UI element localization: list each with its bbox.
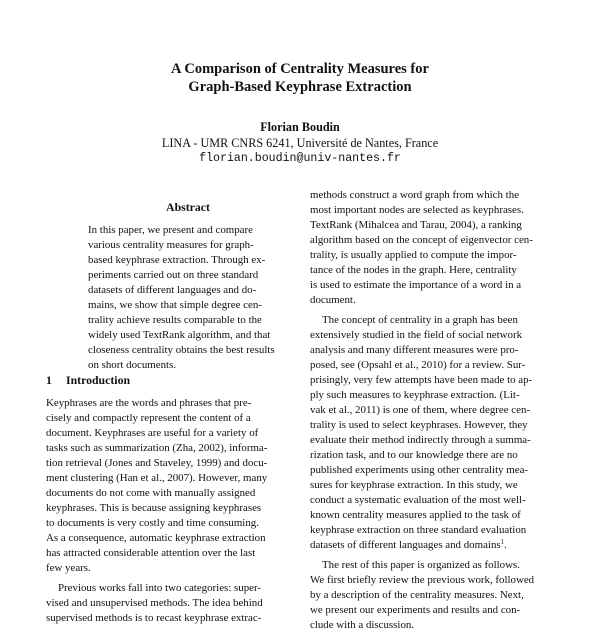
intro-paragraph-1 xyxy=(46,396,294,576)
sentence-end: . xyxy=(504,539,507,551)
abstract-line: trality achieve results comparable to the xyxy=(88,314,262,326)
intro-paragraph-2 xyxy=(46,581,294,626)
title-line-2: Graph-Based Keyphrase Extraction xyxy=(188,79,412,95)
text-line: document. Keyphrases are useful for a variety of xyxy=(46,427,259,439)
text-fragment: datasets of different languages and domains xyxy=(310,539,501,551)
text-line: methods construct a word graph from which the xyxy=(310,189,519,201)
section-number: 1 xyxy=(46,373,52,387)
text-line: As a consequence, automatic keyphrase extraction xyxy=(46,532,266,544)
abstract-body xyxy=(88,223,288,373)
text-line: by a description of the centrality measures. Next, xyxy=(310,589,524,601)
author-affiliation: LINA - UMR CNRS 6241, Université de Nantes, France xyxy=(161,135,439,150)
text-line: TextRank (Mihalcea and Tarau, 2004), a ranking xyxy=(310,219,522,231)
left-column-body xyxy=(46,396,294,626)
title-line-1: A Comparison of Centrality Measures for xyxy=(171,61,429,77)
text-line-with-footnote xyxy=(310,538,558,553)
section-title: Introduction xyxy=(66,373,131,387)
text-line: cisely and compactly represent the content of a xyxy=(46,412,251,424)
text-line: most important nodes are selected as keyphrases. xyxy=(310,204,524,216)
author-name: Florian Boudin xyxy=(260,120,340,134)
paper-title xyxy=(0,60,600,96)
text-line: tasks such as summarization (Zha, 2002), informa- xyxy=(46,442,268,454)
text-line: trality is used to select keyphrases. However, they xyxy=(310,419,528,431)
text-line: vised and unsupervised methods. The idea behind xyxy=(46,597,263,609)
text-line: posed, see (Opsahl et al., 2010) for a review. Sur- xyxy=(310,359,526,371)
text-line: document. xyxy=(310,294,356,306)
text-line: Keyphrases are the words and phrases that pre- xyxy=(46,397,252,409)
centrality-paragraph xyxy=(310,313,558,553)
text-line: conduct a systematic evaluation of the most well- xyxy=(310,494,526,506)
abstract-line: datasets of different languages and do- xyxy=(88,284,257,296)
text-line: tance of the nodes in the graph. Here, centrality xyxy=(310,264,517,276)
text-line: few years. xyxy=(46,562,91,574)
organization-paragraph xyxy=(310,558,558,633)
text-line: sures for keyphrase extraction. In this study, we xyxy=(310,479,518,491)
text-line: tion retrieval (Jones and Staveley, 1999) and docu- xyxy=(46,457,268,469)
text-line: extensively studied in the field of social network xyxy=(310,329,523,341)
text-line: has attracted considerable attention over the last xyxy=(46,547,256,559)
abstract-line: mains, we show that simple degree cen- xyxy=(88,299,262,311)
abstract-line: widely used TextRank algorithm, and that xyxy=(88,329,271,341)
text-line: is used to estimate the importance of a word in a xyxy=(310,279,522,291)
author-block xyxy=(0,120,600,167)
text-line: ply such measures to keyphrase extraction. (Lit- xyxy=(310,389,520,401)
section-heading-introduction xyxy=(46,373,130,388)
text-line: analysis and many different measures were pro- xyxy=(310,344,519,356)
text-line: vak et al., 2011) is one of them, where degree cen- xyxy=(310,404,531,416)
text-line: trality, is usually applied to compute the impor- xyxy=(310,249,517,261)
text-line: to documents is very costly and time consuming. xyxy=(46,517,259,529)
text-line: prisingly, very few attempts have been made to ap- xyxy=(310,374,533,386)
text-line: keyphrase extraction on three standard evaluation xyxy=(310,524,527,536)
text-line: evaluate their method indirectly through a summa- xyxy=(310,434,531,446)
text-line: known centrality measures applied to the task of xyxy=(310,509,521,521)
text-line: we present our experiments and results and con- xyxy=(310,604,521,616)
text-line: The rest of this paper is organized as follows. xyxy=(322,559,520,571)
text-line: supervised methods is to recast keyphrase extrac- xyxy=(46,612,262,624)
abstract-line: on short documents. xyxy=(88,359,177,371)
abstract-line: periments carried out on three standard xyxy=(88,269,259,281)
abstract-line: In this paper, we present and compare xyxy=(88,224,253,236)
text-line: clude with a discussion. xyxy=(310,619,415,631)
text-line: ment clustering (Han et al., 2007). However, many xyxy=(46,472,268,484)
author-email: florian.boudin@univ-nantes.fr xyxy=(199,152,401,165)
text-line: published experiments using other centrality mea- xyxy=(310,464,529,476)
text-line: keyphrases. This is because assigning keyphrases xyxy=(46,502,262,514)
abstract-line: based keyphrase extraction. Through ex- xyxy=(88,254,266,266)
text-line: We first briefly review the previous work, followed xyxy=(310,574,535,586)
abstract-heading: Abstract xyxy=(166,200,210,214)
abstract-line: various centrality measures for graph- xyxy=(88,239,254,251)
abstract-line: closeness centrality obtains the best results xyxy=(88,344,275,356)
right-column-body xyxy=(310,188,558,633)
text-line: Previous works fall into two categories: super- xyxy=(58,582,262,594)
text-line: rization task, and to our knowledge there are no xyxy=(310,449,518,461)
text-line: The concept of centrality in a graph has been xyxy=(322,314,518,326)
text-line: algorithm based on the concept of eigenvector cen- xyxy=(310,234,533,246)
intro-paragraph-continued xyxy=(310,188,558,308)
text-line: documents do not come with manually assigned xyxy=(46,487,256,499)
footnote-marker: 1 xyxy=(500,538,505,546)
